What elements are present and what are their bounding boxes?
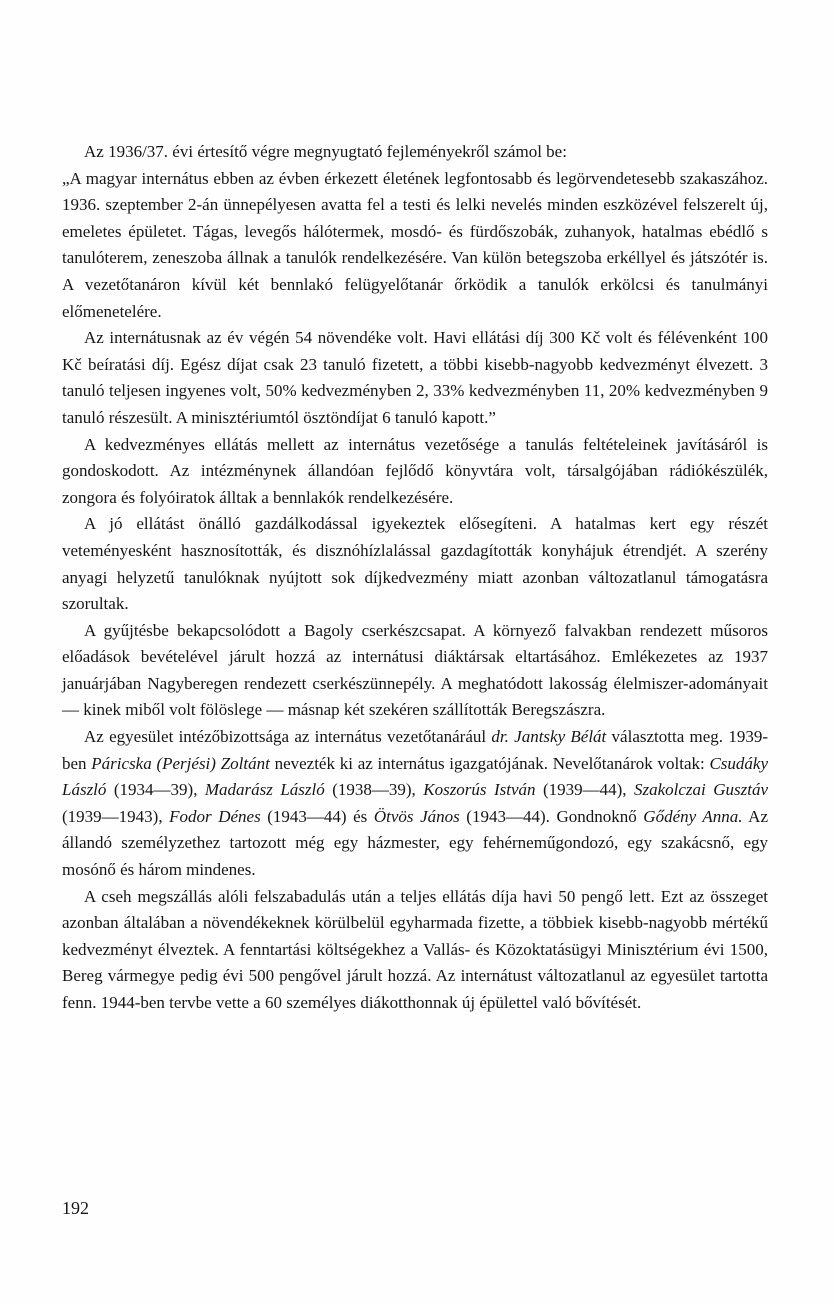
text-segment: (1938—39), (324, 780, 424, 800)
text-segment: Az állandó személyzethez tartozott még egy házmester, egy fehérneműgondozó, egy szakácsnő, egy mosónő és három mindenes. (62, 806, 769, 880)
paragraph: A gyűjtésbe bekapcsolódott a Bagoly cserkészcsapat. A környező falvakban rendezett műsoros előadások bevételével járult hozzá az internátusi diáktársak eltartásához. Emlékezetes az 1937 januárjában Nagyberegen rendezett cserkészünnepély. A meghatódott lakosság élelmiszer-adományait — kinek miből volt fölöslege — másnap két szekéren szállították Beregszászra. (62, 620, 768, 720)
italic-name: Ötvös János (373, 806, 460, 826)
text-segment: (1939—44), (535, 780, 634, 800)
italic-name: Madarász László (204, 780, 325, 800)
text-segment: (1943—44) és (260, 806, 374, 826)
italic-name: Koszorús István (423, 780, 536, 800)
italic-name: Fodor Dénes (169, 806, 261, 826)
text-segment: nevezték ki az internátus igazgatójának. Nevelőtanárok voltak: (269, 753, 710, 773)
paragraph: A cseh megszállás alóli felszabadulás után a teljes ellátás díja havi 50 pengő lett. Ezt az összeget azonban általában a növendékeknek körülbelül egyharmada fizette, a többiek kisebb-nagyobb mértékű kedvezményt élveztek. A fenntartási költségekhez a Vallás- és Közoktatásügyi Minisztérium évi 1500, Bereg vármegye pedig évi 500 pengővel járult hozzá. Az internátust változatlanul az egyesület tartotta fenn. 1944-ben tervbe vette a 60 személyes diákotthonnak új épülettel való bővítését. (62, 886, 768, 1012)
italic-name: Páricska (Perjési) Zoltánt (91, 753, 270, 773)
text-segment: (1943—44). Gondnoknő (459, 806, 644, 826)
italic-name: Csudáky László (62, 753, 769, 800)
italic-name: Gődény Anna. (643, 806, 743, 826)
italic-name: Szakolczai Gusztáv (634, 780, 768, 800)
text-segment: (1934—39), (106, 780, 205, 800)
paragraph-staff-list (62, 724, 768, 884)
paragraph: Az 1936/37. évi értesítő végre megnyugtató fejleményekről számol be: (84, 142, 567, 161)
paragraph: A jó ellátást önálló gazdálkodással igyekeztek elősegíteni. A hatalmas kert egy részét veteményesként hasznosították, és disznóhízlalással gazdagították konyhájuk étrendjét. A szerény anyagi helyzetű tanulóknak nyújtott sok díjkedvezmény miatt azonban változatlanul támogatásra szorultak. (62, 514, 768, 614)
text-segment: (1939—1943), (62, 806, 170, 826)
body-text (62, 139, 768, 1017)
italic-name: dr. Jantsky Bélát (491, 727, 607, 747)
text-segment: választotta meg. 1939-ben (62, 727, 768, 773)
paragraph: A kedvezményes ellátás mellett az internátus vezetősége a tanulás feltételeinek javításáról is gondoskodott. Az intézménynek állandóan fejlődő könyvtára volt, társalgójában rádiókészülék, zongora és folyóiratok álltak a bennlakók rendelkezésére. (62, 434, 768, 507)
quote-paragraph: „A magyar internátus ebben az évben érkezett életének legfontosabb és legörvendetesebb szakaszához. 1936. szeptember 2-án ünnepélyesen avatta fel a testi és lelki nevelés minden eszközével felszerelt új, emeletes épületet. Tágas, levegős hálótermek, mosdó- és fürdőszobák, zuhanyok, hatalmas ebédlő s tanulóterem, zeneszoba állnak a tanulók rendelkezésére. Van külön betegszoba erkéllyel és játszótér is. A vezetőtanáron kívül két bennlakó felügyelőtanár őrködik a tanulók erkölcsi és tanulmányi előmenetelére. (62, 168, 768, 321)
page-number: 192 (62, 1198, 89, 1218)
quote-paragraph: Az internátusnak az év végén 54 növendéke volt. Havi ellátási díj 300 Kč volt és félévenként 100 Kč beíratási díj. Egész díjat csak 23 tanuló fizetett, a többi kisebb-nagyobb kedvezményt élvezett. 3 tanuló teljesen ingyenes volt, 50% kedvezményben 2, 33% kedvezményben 11, 20% kedvezményben 9 tanuló részesült. A minisztériumtól ösztöndíjat 6 tanuló kapott.” (62, 328, 768, 427)
text-segment: Az egyesület intézőbizottsága az internátus vezetőtanárául (84, 727, 492, 747)
